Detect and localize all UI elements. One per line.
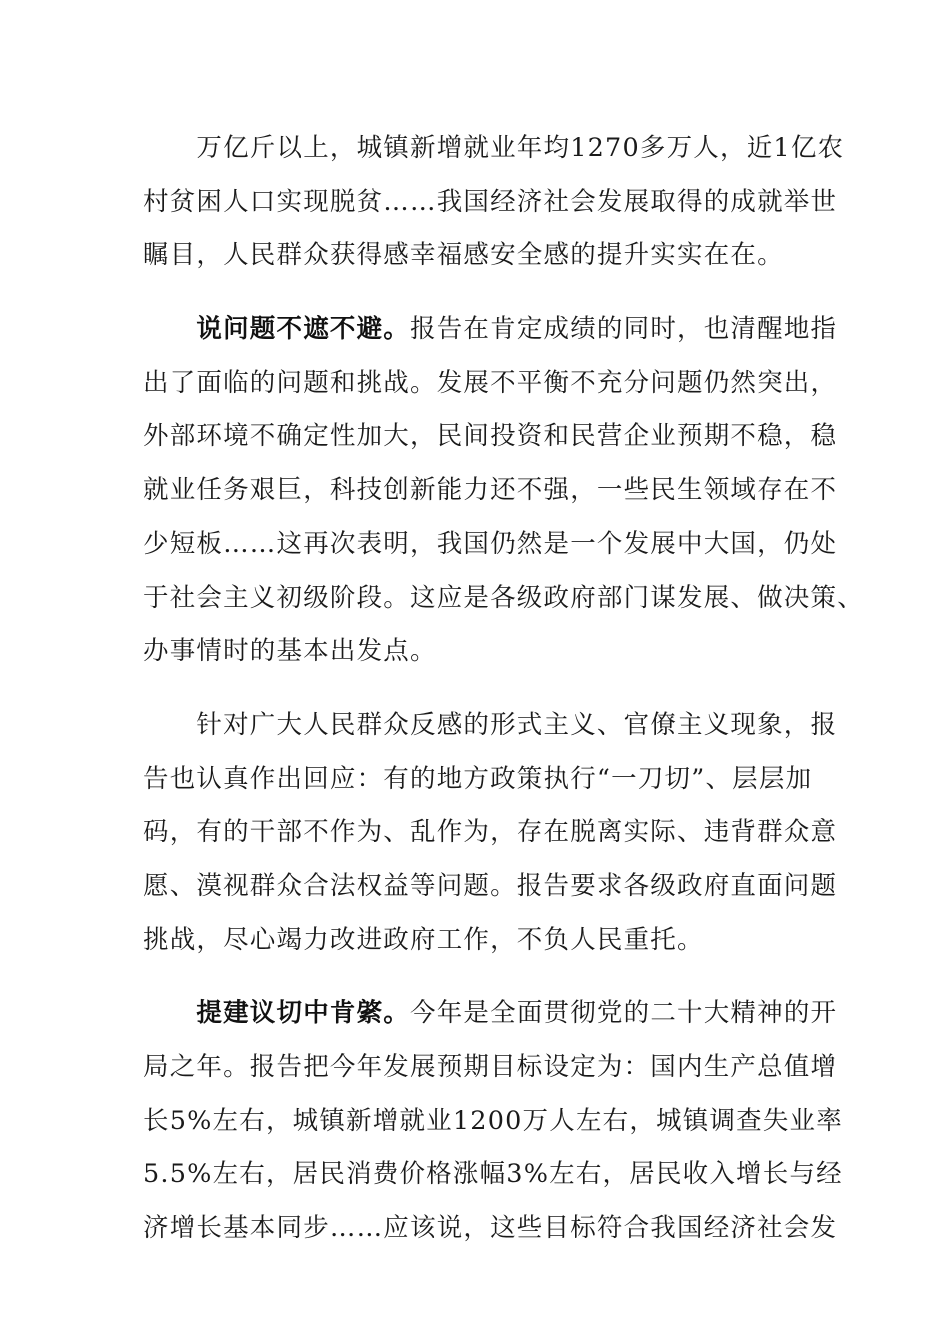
section-lead-heading: 说问题不遮不避。 — [143, 314, 411, 345]
text-line: 少短板……这再次表明，我国仍然是一个发展中大国，仍处 — [143, 528, 838, 559]
line-text: 今年是全面贯彻党的二十大精神的开 — [410, 998, 838, 1029]
text-line: 针对广大人民群众反感的形式主义、官僚主义现象，报 — [143, 709, 838, 740]
text-line: 局之年。报告把今年发展预期目标设定为：国内生产总值增 — [143, 1052, 838, 1082]
text-line: 告也认真作出回应：有的地方政策执行“一刀切”、层层加 — [143, 763, 813, 794]
text-line: 就业任务艰巨，科技创新能力还不强，一些民生领域存在不 — [143, 475, 838, 506]
text-line: 5.5%左右，居民消费价格涨幅3%左右，居民收入增长与经 — [143, 1159, 843, 1190]
text-line — [143, 303, 838, 357]
text-line: 码，有的干部不作为、乱作为，存在脱离实际、违背群众意 — [143, 817, 838, 848]
document-body — [143, 122, 864, 1256]
paragraph-achievements — [143, 122, 845, 283]
text-line: 挑战，尽心竭力改进政府工作，不负人民重托。 — [143, 924, 704, 955]
text-line: 万亿斤以上，城镇新增就业年均1270多万人，近1亿农 — [143, 133, 845, 163]
text-line — [143, 987, 838, 1041]
text-line: 长5%左右，城镇新增就业1200万人左右，城镇调查失业率 — [143, 1105, 843, 1136]
text-line: 出了面临的问题和挑战。发展不平衡不充分问题仍然突出， — [143, 367, 838, 398]
paragraph-suggestions — [143, 987, 843, 1255]
section-lead-heading: 提建议切中肯綮。 — [143, 998, 411, 1029]
text-line: 愿、漠视群众合法权益等问题。报告要求各级政府直面问题 — [143, 870, 838, 901]
line-text: 报告在肯定成绩的同时，也清醒地指 — [410, 314, 838, 345]
text-line: 外部环境不确定性加大，民间投资和民营企业预期不稳，稳 — [143, 421, 838, 452]
text-line: 于社会主义初级阶段。这应是各级政府部门谋发展、做决策、 — [143, 582, 864, 613]
paragraph-problems — [143, 303, 864, 679]
text-line: 济增长基本同步……应该说，这些目标符合我国经济社会发 — [143, 1213, 838, 1244]
text-line: 村贫困人口实现脱贫……我国经济社会发展取得的成就举世 — [143, 186, 838, 217]
paragraph-formalism — [143, 699, 838, 967]
text-line: 瞩目，人民群众获得感幸福感安全感的提升实实在在。 — [143, 240, 784, 271]
text-line: 办事情时的基本出发点。 — [143, 636, 437, 667]
